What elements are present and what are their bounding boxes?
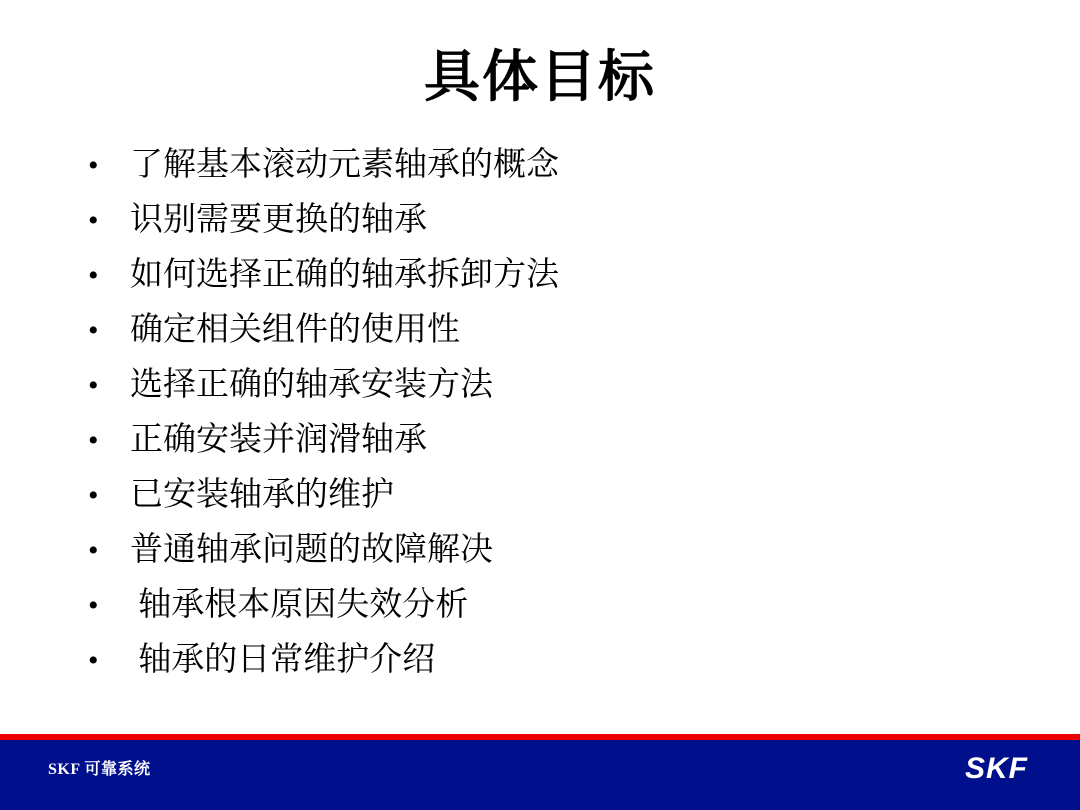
- bullet-marker-icon: •: [88, 314, 99, 347]
- list-item-label: 了解基本滚动元素轴承的概念: [130, 147, 559, 183]
- list-item: [72, 358, 1012, 413]
- list-item-label: 选择正确的轴承安装方法: [130, 367, 493, 403]
- list-item-label: 确定相关组件的使用性: [130, 312, 460, 348]
- list-item-label: 轴承的日常维护介绍: [130, 642, 436, 678]
- list-item-label: 普通轴承问题的故障解决: [130, 532, 493, 568]
- bullet-marker-icon: •: [88, 369, 99, 402]
- skf-logo: SKF: [965, 752, 1028, 785]
- list-item-label: 正确安装并润滑轴承: [130, 422, 427, 458]
- bullet-marker-icon: •: [88, 534, 99, 567]
- list-item: [72, 633, 1012, 688]
- list-item: [72, 248, 1012, 303]
- list-item-label: 轴承根本原因失效分析: [130, 587, 469, 623]
- bullet-marker-icon: •: [88, 479, 99, 512]
- list-item: [72, 468, 1012, 523]
- list-item-label: 已安装轴承的维护: [130, 477, 394, 513]
- list-item-label: 如何选择正确的轴承拆卸方法: [130, 257, 559, 293]
- bullet-marker-icon: •: [88, 149, 99, 182]
- list-item-label: 识别需要更换的轴承: [130, 202, 427, 238]
- list-item: [72, 578, 1012, 633]
- bullet-marker-icon: •: [88, 204, 99, 237]
- bullet-marker-icon: •: [88, 644, 99, 677]
- bullet-marker-icon: •: [88, 259, 99, 292]
- footer-label: SKF 可靠系统: [48, 761, 151, 778]
- bullet-marker-icon: •: [88, 424, 99, 457]
- page-title: 具体目标: [424, 47, 656, 109]
- list-item: [72, 523, 1012, 578]
- list-item: [72, 303, 1012, 358]
- footer-bar: [0, 734, 1080, 810]
- objectives-list: [72, 138, 1012, 688]
- list-item: [72, 138, 1012, 193]
- list-item: [72, 413, 1012, 468]
- list-item: [72, 193, 1012, 248]
- bullet-marker-icon: •: [88, 589, 99, 622]
